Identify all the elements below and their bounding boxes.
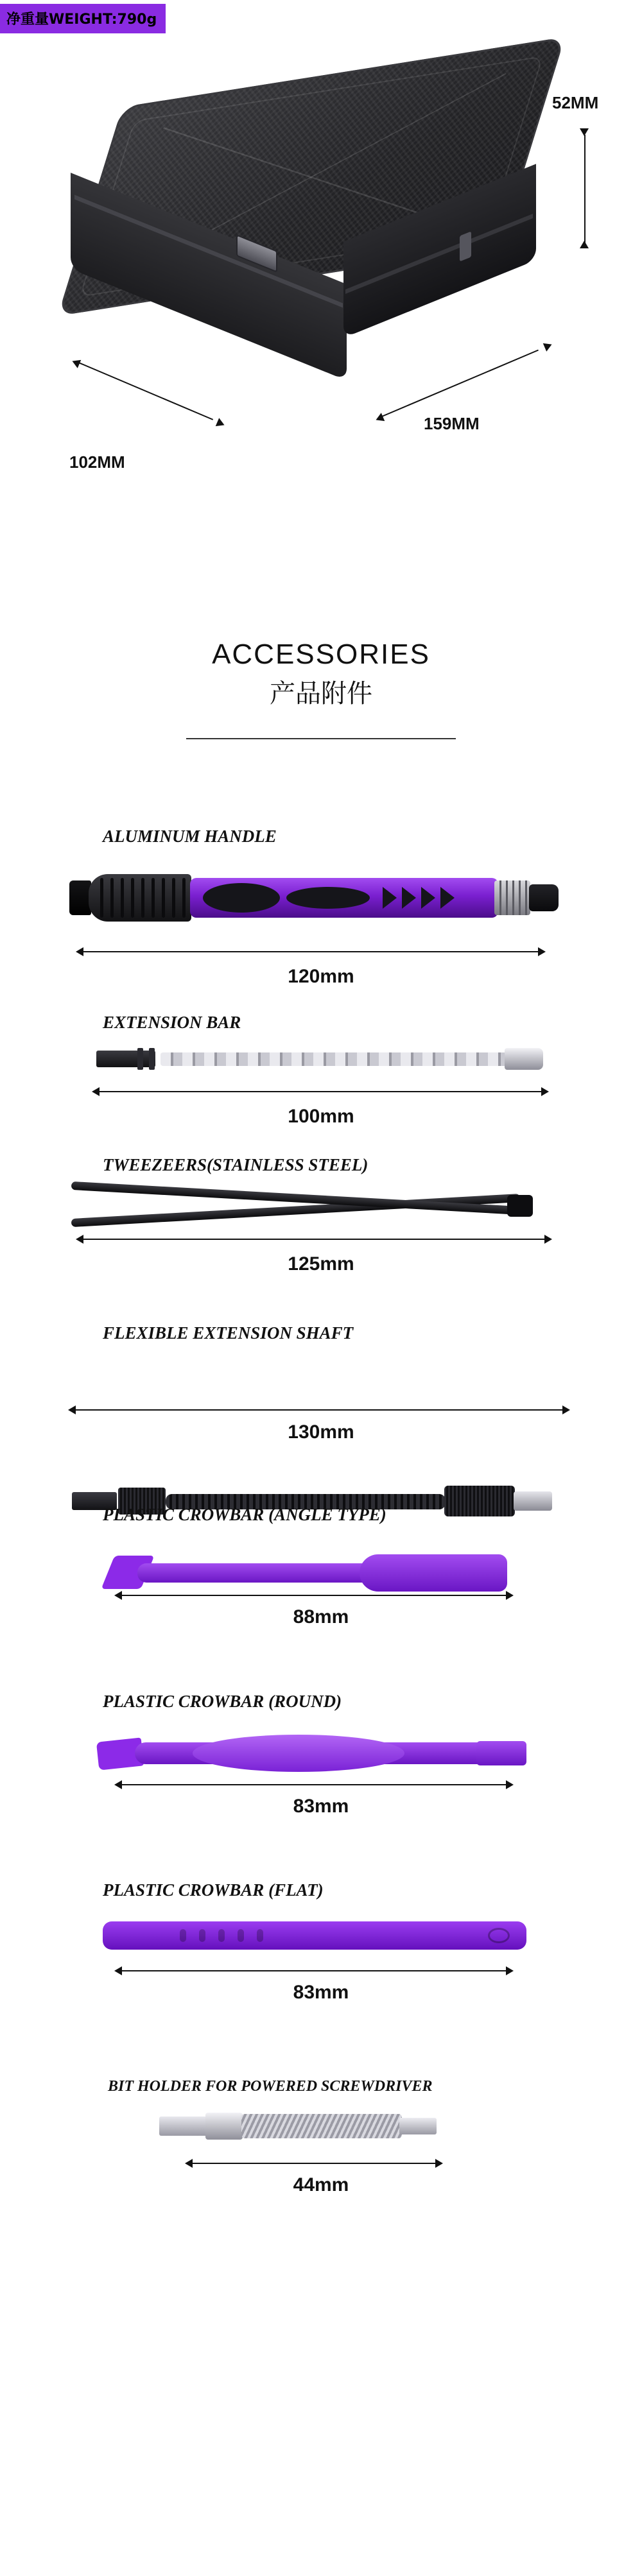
case-hinge-icon [460, 231, 471, 261]
dim-arrow-right [506, 1966, 514, 1975]
accessory-title: EXTENSION BAR [103, 1013, 241, 1032]
handle-end-cap [529, 884, 559, 911]
accessories-title-cn: 产品附件 [270, 679, 372, 708]
dim-arrow-right [544, 1235, 552, 1244]
accessory-title: FLEXIBLE EXTENSION SHAFT [103, 1323, 354, 1343]
accessory-size: 120mm [288, 966, 354, 987]
depth-dim-label: 102MM [69, 452, 125, 472]
dim-line [76, 1409, 564, 1411]
weight-badge: 净重量WEIGHT:790g [0, 4, 166, 33]
width-dim-label: 159MM [424, 414, 480, 433]
accessory-size: 88mm [293, 1606, 349, 1627]
accessory-title: ALUMINUM HANDLE [103, 827, 277, 846]
dim-line [122, 1595, 507, 1596]
dim-arrow-right [506, 1780, 514, 1789]
accessories-heading [0, 639, 642, 710]
dim-line [100, 1091, 542, 1092]
hero-product-image [0, 32, 642, 565]
accessories-title-en: ACCESSORIES [212, 639, 430, 670]
dim-arrow-right [562, 1405, 570, 1414]
dim-arrow-right [506, 1591, 514, 1600]
accessory-title: PLASTIC CROWBAR (ANGLE TYPE) [103, 1505, 386, 1524]
dim-line [193, 2163, 437, 2164]
height-arrow-up [580, 128, 589, 136]
accessory-title: TWEEZEERS(STAINLESS STEEL) [103, 1155, 369, 1174]
dim-arrow-right [538, 947, 546, 956]
tool-case-icon [71, 77, 559, 462]
dim-arrow-left [92, 1087, 100, 1096]
accessory-size: 83mm [293, 1796, 349, 1817]
accessory-size: 125mm [288, 1253, 354, 1275]
accessory-title: PLASTIC CROWBAR (FLAT) [103, 1880, 324, 1900]
dim-arrow-left [185, 2159, 193, 2168]
dim-arrow-right [541, 1087, 549, 1096]
bar-ring [137, 1048, 143, 1070]
bar-shaft [160, 1052, 507, 1066]
accessory-size: 44mm [293, 2174, 349, 2195]
dim-arrow-left [68, 1405, 76, 1414]
dim-arrow-right [435, 2159, 443, 2168]
extension-bar-icon [96, 1051, 155, 1067]
height-dim-line [584, 135, 586, 247]
dim-line [122, 1784, 507, 1785]
dim-arrow-left [114, 1966, 122, 1975]
dim-arrow-left [76, 1235, 83, 1244]
accessory-title: BIT HOLDER FOR POWERED SCREWDRIVER [108, 2078, 433, 2095]
accessory-size: 83mm [293, 1982, 349, 2003]
handle-grip [89, 874, 191, 922]
handle-body [190, 878, 498, 918]
accessory-size: 100mm [288, 1106, 354, 1127]
dim-arrow-left [114, 1780, 122, 1789]
accessory-size: 130mm [288, 1421, 354, 1443]
screwdriver-handle-icon [69, 880, 91, 915]
bar-ring [149, 1048, 155, 1070]
dim-line [122, 1970, 507, 1971]
dim-line [83, 1239, 546, 1240]
bar-end [505, 1048, 543, 1070]
accessory-title: PLASTIC CROWBAR (ROUND) [103, 1692, 342, 1711]
heading-divider [186, 738, 456, 739]
dim-arrow-left [114, 1591, 122, 1600]
dim-arrow-left [76, 947, 83, 956]
height-dim-label: 52MM [552, 93, 599, 112]
dim-line [83, 951, 539, 952]
handle-collar [494, 880, 530, 915]
height-arrow-down [580, 241, 589, 248]
